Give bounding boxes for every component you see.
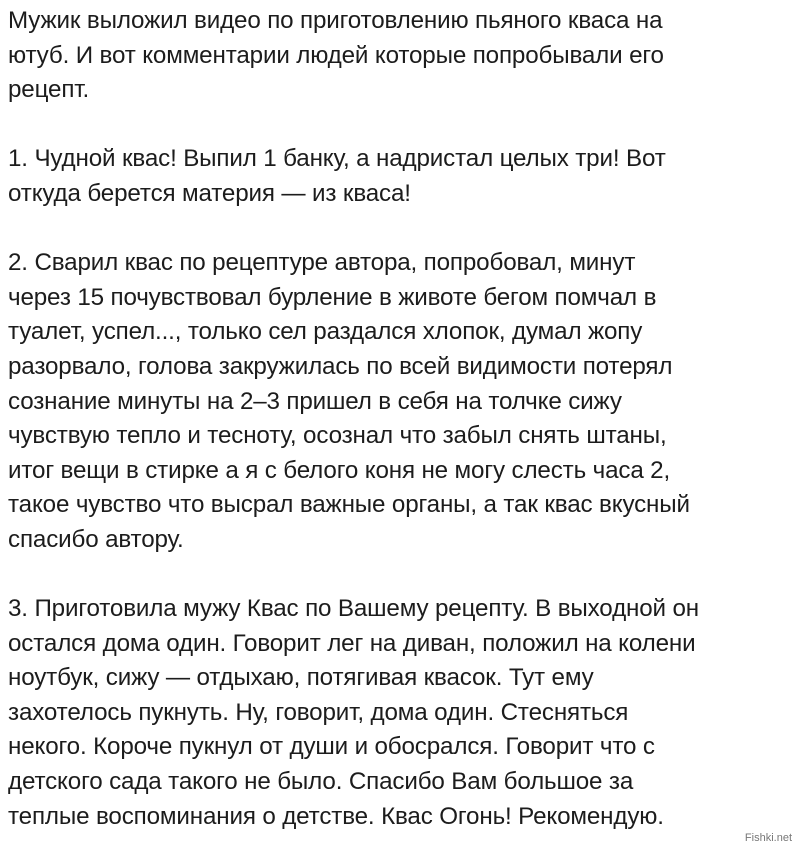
text-line: теплые воспоминания о детстве. Квас Огонь! Рекомендую. — [8, 802, 664, 830]
text-line: 1. Чудной квас! Выпил 1 банку, а надристал целых три! Вот — [8, 145, 666, 173]
text-line: такое чувство что высрал важные органы, а так квас вкусный — [8, 491, 690, 519]
text-line: 2. Сварил квас по рецептуре автора, попробовал, минут — [8, 249, 636, 277]
comment-2 — [8, 246, 798, 557]
text-line: Мужик выложил видео по приготовлению пьяного кваса на — [8, 7, 663, 34]
text-line: через 15 почувствовал бурление в животе бегом помчал в — [8, 283, 657, 311]
text-line: ноутбук, сижу — отдыхаю, потягивая квасок. Тут ему — [8, 664, 594, 692]
text-line: детского сада такого не было. Спасибо Вам большое за — [8, 768, 634, 796]
text-line: сознание минуты на 2–3 пришел в себя на толчке сижу — [8, 387, 622, 415]
text-line: разорвало, голова закружилась по всей видимости потерял — [8, 352, 673, 380]
text-line: спасибо автору. — [8, 525, 184, 553]
text-line: захотелось пукнуть. Ну, говорит, дома один. Стесняться — [8, 698, 629, 726]
intro-paragraph — [8, 4, 798, 108]
text-line: чувствую тепло и тесноту, осознал что забыл снять штаны, — [8, 422, 667, 450]
text-line: итог вещи в стирке а я с белого коня не могу слесть часа 2, — [8, 456, 671, 484]
text-line: некого. Короче пукнул от души и обосрался. Говорит что с — [8, 733, 655, 761]
text-line: остался дома один. Говорит лег на диван, положил на колени — [8, 629, 696, 657]
text-line: туалет, успел..., только сел раздался хлопок, думал жопу — [8, 318, 643, 346]
text-line: ютуб. И вот комментарии людей которые попробывали его — [8, 41, 664, 69]
text-line: откуда берется материя — из кваса! — [8, 179, 411, 207]
text-line: рецепт. — [8, 76, 90, 104]
watermark: Fishki.net — [744, 832, 792, 844]
comment-3 — [8, 592, 798, 834]
post-text — [8, 4, 798, 834]
text-line: 3. Приготовила мужу Квас по Вашему рецепту. В выходной он — [8, 595, 699, 623]
comment-1 — [8, 142, 798, 211]
